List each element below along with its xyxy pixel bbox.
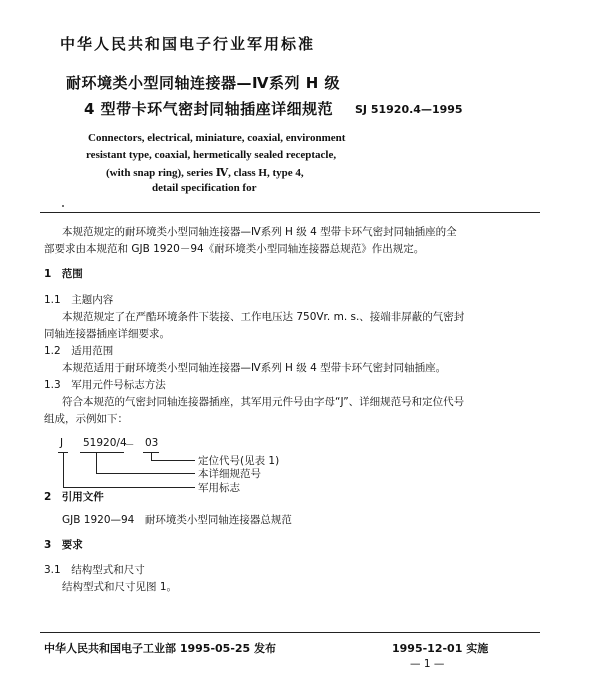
part-spec-number: 51920/4 [83, 437, 127, 449]
part-code: 03 [145, 437, 159, 449]
section-1-2-heading: 1.2 适用范围 [44, 345, 114, 357]
english-title-line-1: Connectors, electrical, miniature, coaxial, environment [88, 132, 346, 144]
leader-j-vertical [63, 452, 64, 487]
title-line-1: 耐环境类小型同轴连接器—Ⅳ系列 H 级 [66, 74, 340, 92]
label-mil: 军用标志 [198, 482, 240, 494]
english-title-line-2: resistant type, coaxial, hermetically sealed receptacle, [86, 149, 337, 161]
section-1-2-text: 本规范适用于耐环境类小型同轴连接器—Ⅳ系列 H 级 4 型带卡环气密封同轴插座。 [62, 362, 447, 374]
intro-line-1: 本规范规定的耐环境类小型同轴连接器—Ⅳ系列 H 级 4 型带卡环气密封同轴插座的全 [62, 226, 457, 238]
issuer-line: 中华人民共和国电子工业部 1995-05-25 发布 [44, 642, 277, 655]
english-title-line-4: detail specification for [152, 182, 257, 194]
section-3-1-heading: 3.1 结构型式和尺寸 [44, 564, 145, 576]
section-3-heading: 3 要求 [44, 539, 83, 551]
header-separator [40, 212, 540, 213]
leader-code-vertical [151, 452, 152, 460]
section-2-heading: 2 引用文件 [44, 491, 104, 503]
leader-code-horizontal [151, 460, 195, 461]
label-spec: 本详细规范号 [198, 468, 261, 480]
intro-line-2: 部要求由本规范和 GJB 1920－94《耐环境类小型同轴连接器总规范》作出规定。 [44, 243, 425, 255]
effective-date: 1995-12-01 实施 [392, 642, 489, 655]
section-1-3-text-line-1: 符合本规范的气密封同轴连接器插座，其军用元件号由字母“J”、详细规范号和定位代号 [62, 396, 465, 408]
leader-j-horizontal [63, 487, 195, 488]
section-1-1-heading: 1.1 主题内容 [44, 294, 114, 306]
section-3-1-text: 结构型式和尺寸见图 1。 [62, 581, 178, 593]
section-1-3-text-line-2: 组成，示例如下： [44, 413, 128, 425]
leader-spec-horizontal [96, 473, 195, 474]
label-code: 定位代号(见表 1) [198, 455, 280, 467]
page-number: — 1 — [410, 658, 445, 670]
standard-category-header: 中华人民共和国电子行业军用标准 [60, 35, 316, 53]
section-1-heading: 1 范围 [44, 268, 83, 280]
part-dash: － [124, 439, 135, 451]
speck-dot [62, 205, 64, 207]
part-j: J [60, 437, 64, 449]
section-1-1-text-line-1: 本规范规定了在严酷环境条件下装接、工作电压达 750Vr. m. s.、接端非屏蔽的气密封 [62, 311, 465, 323]
title-line-2: 4 型带卡环气密封同轴插座详细规范 [84, 100, 334, 118]
section-1-1-text-line-2: 同轴连接器插座详细要求。 [44, 328, 170, 340]
leader-spec-vertical [96, 452, 97, 473]
english-title-line-3: (with snap ring), series Ⅳ, class H, type 4, [106, 167, 304, 179]
standard-number: SJ 51920.4—1995 [355, 103, 463, 116]
section-1-3-heading: 1.3 军用元件号标志方法 [44, 379, 166, 391]
section-2-reference: GJB 1920—94 耐环境类小型同轴连接器总规范 [62, 514, 292, 526]
underline-spec [80, 452, 124, 453]
footer-separator [40, 632, 540, 633]
